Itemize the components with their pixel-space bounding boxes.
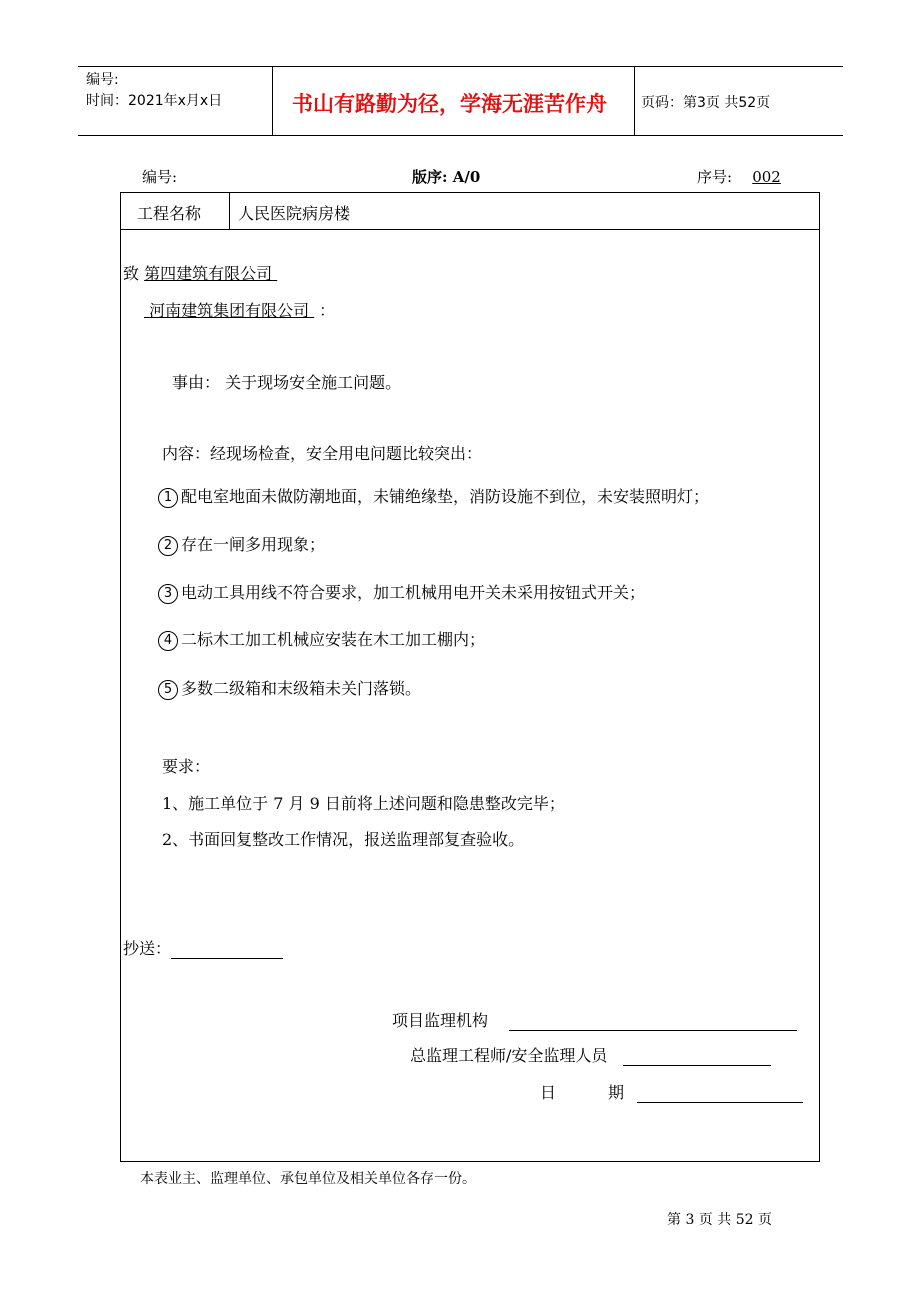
date-blank[interactable]	[637, 1084, 803, 1103]
cc-line	[123, 936, 283, 959]
header-top-rule	[78, 66, 843, 67]
issue-number-badge: 4	[158, 631, 178, 651]
issue-number-badge: 2	[158, 536, 178, 556]
issue-text: 多数二级箱和末级箱未关门落锁。	[181, 679, 422, 698]
form-sequence-value: 002	[752, 168, 781, 186]
recipient-2: 河南建筑集团有限公司	[149, 301, 310, 320]
issue-item	[158, 676, 421, 700]
header-bottom-rule	[78, 135, 843, 136]
form-version-label: 版序: A/0	[412, 168, 481, 186]
issue-text: 存在一闸多用现象；	[181, 535, 326, 554]
to-prefix: 致	[123, 264, 140, 283]
issue-text: 电动工具用线不符合要求，加工机械用电开关未采用按钮式开关；	[181, 583, 646, 602]
issue-text: 配电室地面未做防潮地面，未铺绝缘垫，消防设施不到位，未安装照明灯；	[181, 487, 710, 506]
recipient-suffix: ：	[319, 301, 336, 320]
subject-line: 事由： 关于现场安全施工问题。	[172, 373, 402, 392]
issue-item	[158, 580, 645, 604]
issue-item	[158, 484, 709, 508]
agency-label: 项目监理机构	[392, 1011, 489, 1030]
content-intro: 内容：经现场检查，安全用电问题比较突出：	[162, 444, 483, 463]
issue-number-badge: 1	[158, 488, 178, 508]
project-name-label: 工程名称	[137, 204, 202, 223]
agency-line	[392, 1008, 797, 1031]
header-divider-1	[272, 66, 273, 135]
project-row-rule	[120, 229, 820, 230]
header-motto: 书山有路勤为径，学海无涯苦作舟	[292, 92, 607, 116]
engineer-signature-blank[interactable]	[623, 1047, 771, 1066]
issue-number-badge: 3	[158, 584, 178, 604]
recipient-line-2	[144, 298, 335, 321]
form-number-label: 编号:	[142, 168, 178, 186]
issue-item	[158, 627, 485, 651]
issue-number-badge: 5	[158, 680, 178, 700]
recipient-1: 第四建筑有限公司	[144, 264, 273, 283]
footnote: 本表业主、监理单位、承包单位及相关单位各存一份。	[140, 1171, 476, 1187]
form-sequence-label: 序号:	[697, 168, 733, 186]
cc-label: 抄送：	[123, 939, 172, 958]
header-divider-2	[634, 66, 635, 135]
footer-page-number: 第 3 页 共 52 页	[667, 1212, 772, 1228]
header-page-label: 页码：第3页 共52页	[641, 95, 771, 111]
issue-item	[158, 532, 325, 556]
date-label-2: 期	[608, 1083, 625, 1102]
project-cell-divider	[229, 192, 230, 229]
engineer-label: 总监理工程师/安全监理人员	[410, 1046, 608, 1065]
requirement-item: 1、施工单位于 7 月 9 日前将上述问题和隐患整改完毕；	[162, 794, 565, 813]
issue-text: 二标木工加工机械应安装在木工加工棚内；	[181, 630, 486, 649]
header-time-label: 时间：2021年x月x日	[86, 93, 223, 109]
engineer-line	[410, 1043, 771, 1066]
recipient-line-1	[123, 261, 292, 284]
form-sequence	[697, 166, 781, 187]
project-name-value: 人民医院病房楼	[238, 204, 351, 223]
requirement-item: 2、书面回复整改工作情况，报送监理部复查验收。	[162, 830, 525, 849]
cc-blank[interactable]	[171, 940, 283, 959]
header-code-label: 编号:	[86, 72, 119, 88]
requirements-label: 要求：	[162, 757, 211, 776]
agency-signature-blank[interactable]	[509, 1012, 797, 1031]
date-line	[540, 1080, 803, 1103]
date-label-1: 日	[540, 1083, 557, 1102]
